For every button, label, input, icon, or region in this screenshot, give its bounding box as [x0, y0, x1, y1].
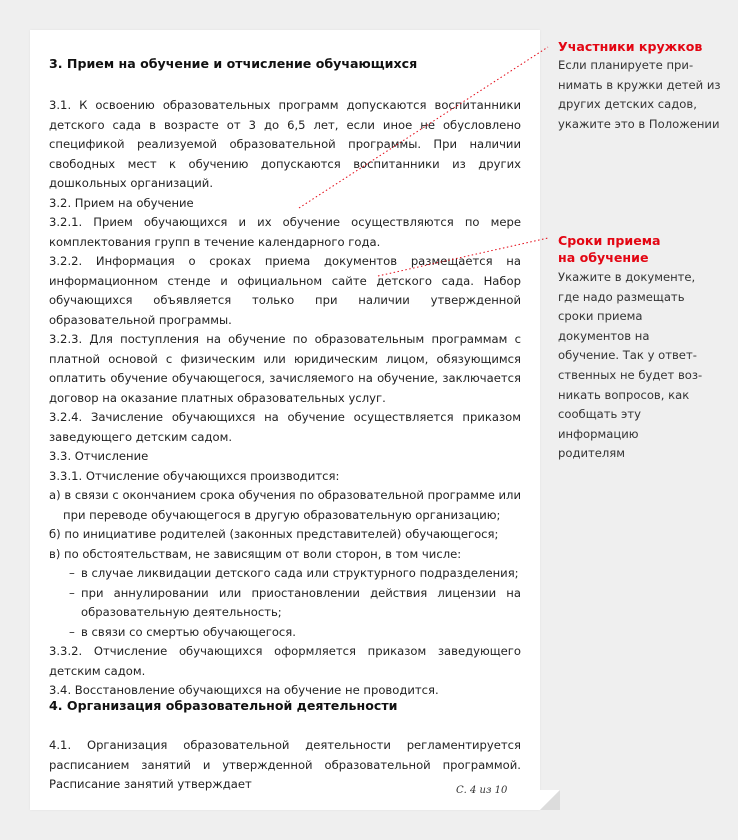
- paragraph: 3.2.3. Для поступления на обучение по образовательным программам с платной основой с физическим или юридическим лицом, обязующимся оплатить обучение обучающегося, зачисляемого на обучение, заключается договор на оказание платных образовательных услуг.: [49, 332, 521, 405]
- dash-bullet: –: [69, 566, 75, 580]
- list-item-text: в связи со смертью обучающегося.: [81, 624, 296, 639]
- paragraph: 3.3.2. Отчисление обучающихся оформляется приказом заведующего детским садом.: [49, 644, 521, 678]
- paragraph: 3.3. Отчисление: [49, 449, 149, 463]
- list-item-text: в случае ликвидации детского сада или структурного подразделения;: [81, 566, 519, 580]
- paragraph: 3.3.1. Отчисление обучающихся производится:: [49, 468, 340, 483]
- paragraph: 4.1. Организация образовательной деятельности регламентируется расписанием занятий и утвержденной образовательной программой. Расписание занятий утверждает: [49, 738, 521, 791]
- sidenote-2-title: Сроки приема на обучение: [558, 233, 661, 265]
- list-item-text: при аннулировании или приостановлении действия лицензии на образовательную деятельность;: [81, 585, 521, 619]
- sidenote-1-text: Если планируете принимать в кружки детей из других детских садов, укажите это в Положении: [558, 58, 721, 131]
- page-corner-fold: [540, 790, 560, 810]
- dash-bullet: –: [69, 585, 75, 600]
- paragraph: 3.1. К освоению образовательных программ допускаются воспитанники детского сада в возрасте от 3 до 6,5 лет, если иное не обусловлено спецификой реализуемой образовательной программы. При наличии свободных мест к обучению допускаются воспитанники из других дошкольных организаций.: [49, 98, 521, 190]
- sidenote-2-text: Укажите в документе, где надо размещать сроки приема документов на обучение. Так у ответственных не будет возникать вопросов, как сообщать эту информацию родителям: [558, 270, 703, 461]
- list-item-dash: [49, 623, 521, 643]
- section-4-title: 4. Организация образовательной деятельности: [49, 698, 398, 713]
- section-4-body: [49, 736, 521, 795]
- sidenote-1-title: Участники кружков: [558, 39, 703, 54]
- section-3-body: [49, 96, 521, 701]
- paragraph: 3.4. Восстановление обучающихся на обучение не проводится.: [49, 683, 439, 697]
- page-number: С. 4 из 10: [456, 785, 508, 796]
- paragraph: 3.2.2. Информация о сроках приема документов размещается на информационном стенде и официальном сайте детского сада. Набор обучающихся объявляется только при наличии утвержденной образовательной программы.: [49, 254, 521, 327]
- lettered-item: а) в связи с окончанием срока обучения по образовательной программе или при переводе обучающегося в другую образовательную организацию;: [49, 488, 522, 522]
- list-item-dash: [49, 584, 521, 623]
- document-page: [30, 30, 540, 810]
- lettered-item: в) по обстоятельствам, не зависящим от воли сторон, в том числе:: [49, 546, 462, 561]
- list-item-dash: [49, 564, 521, 584]
- paragraph: 3.2. Прием на обучение: [49, 195, 194, 210]
- section-3-title: 3. Прием на обучение и отчисление обучающихся: [49, 56, 418, 71]
- dash-bullet: –: [69, 624, 75, 639]
- paragraph: 3.2.4. Зачисление обучающихся на обучение осуществляется приказом заведующего детским садом.: [49, 410, 521, 444]
- paragraph: 3.2.1. Прием обучающихся и их обучение осуществляются по мере комплектования групп в течение календарного года.: [49, 215, 521, 249]
- lettered-item: б) по инициативе родителей (законных представителей) обучающегося;: [49, 527, 499, 541]
